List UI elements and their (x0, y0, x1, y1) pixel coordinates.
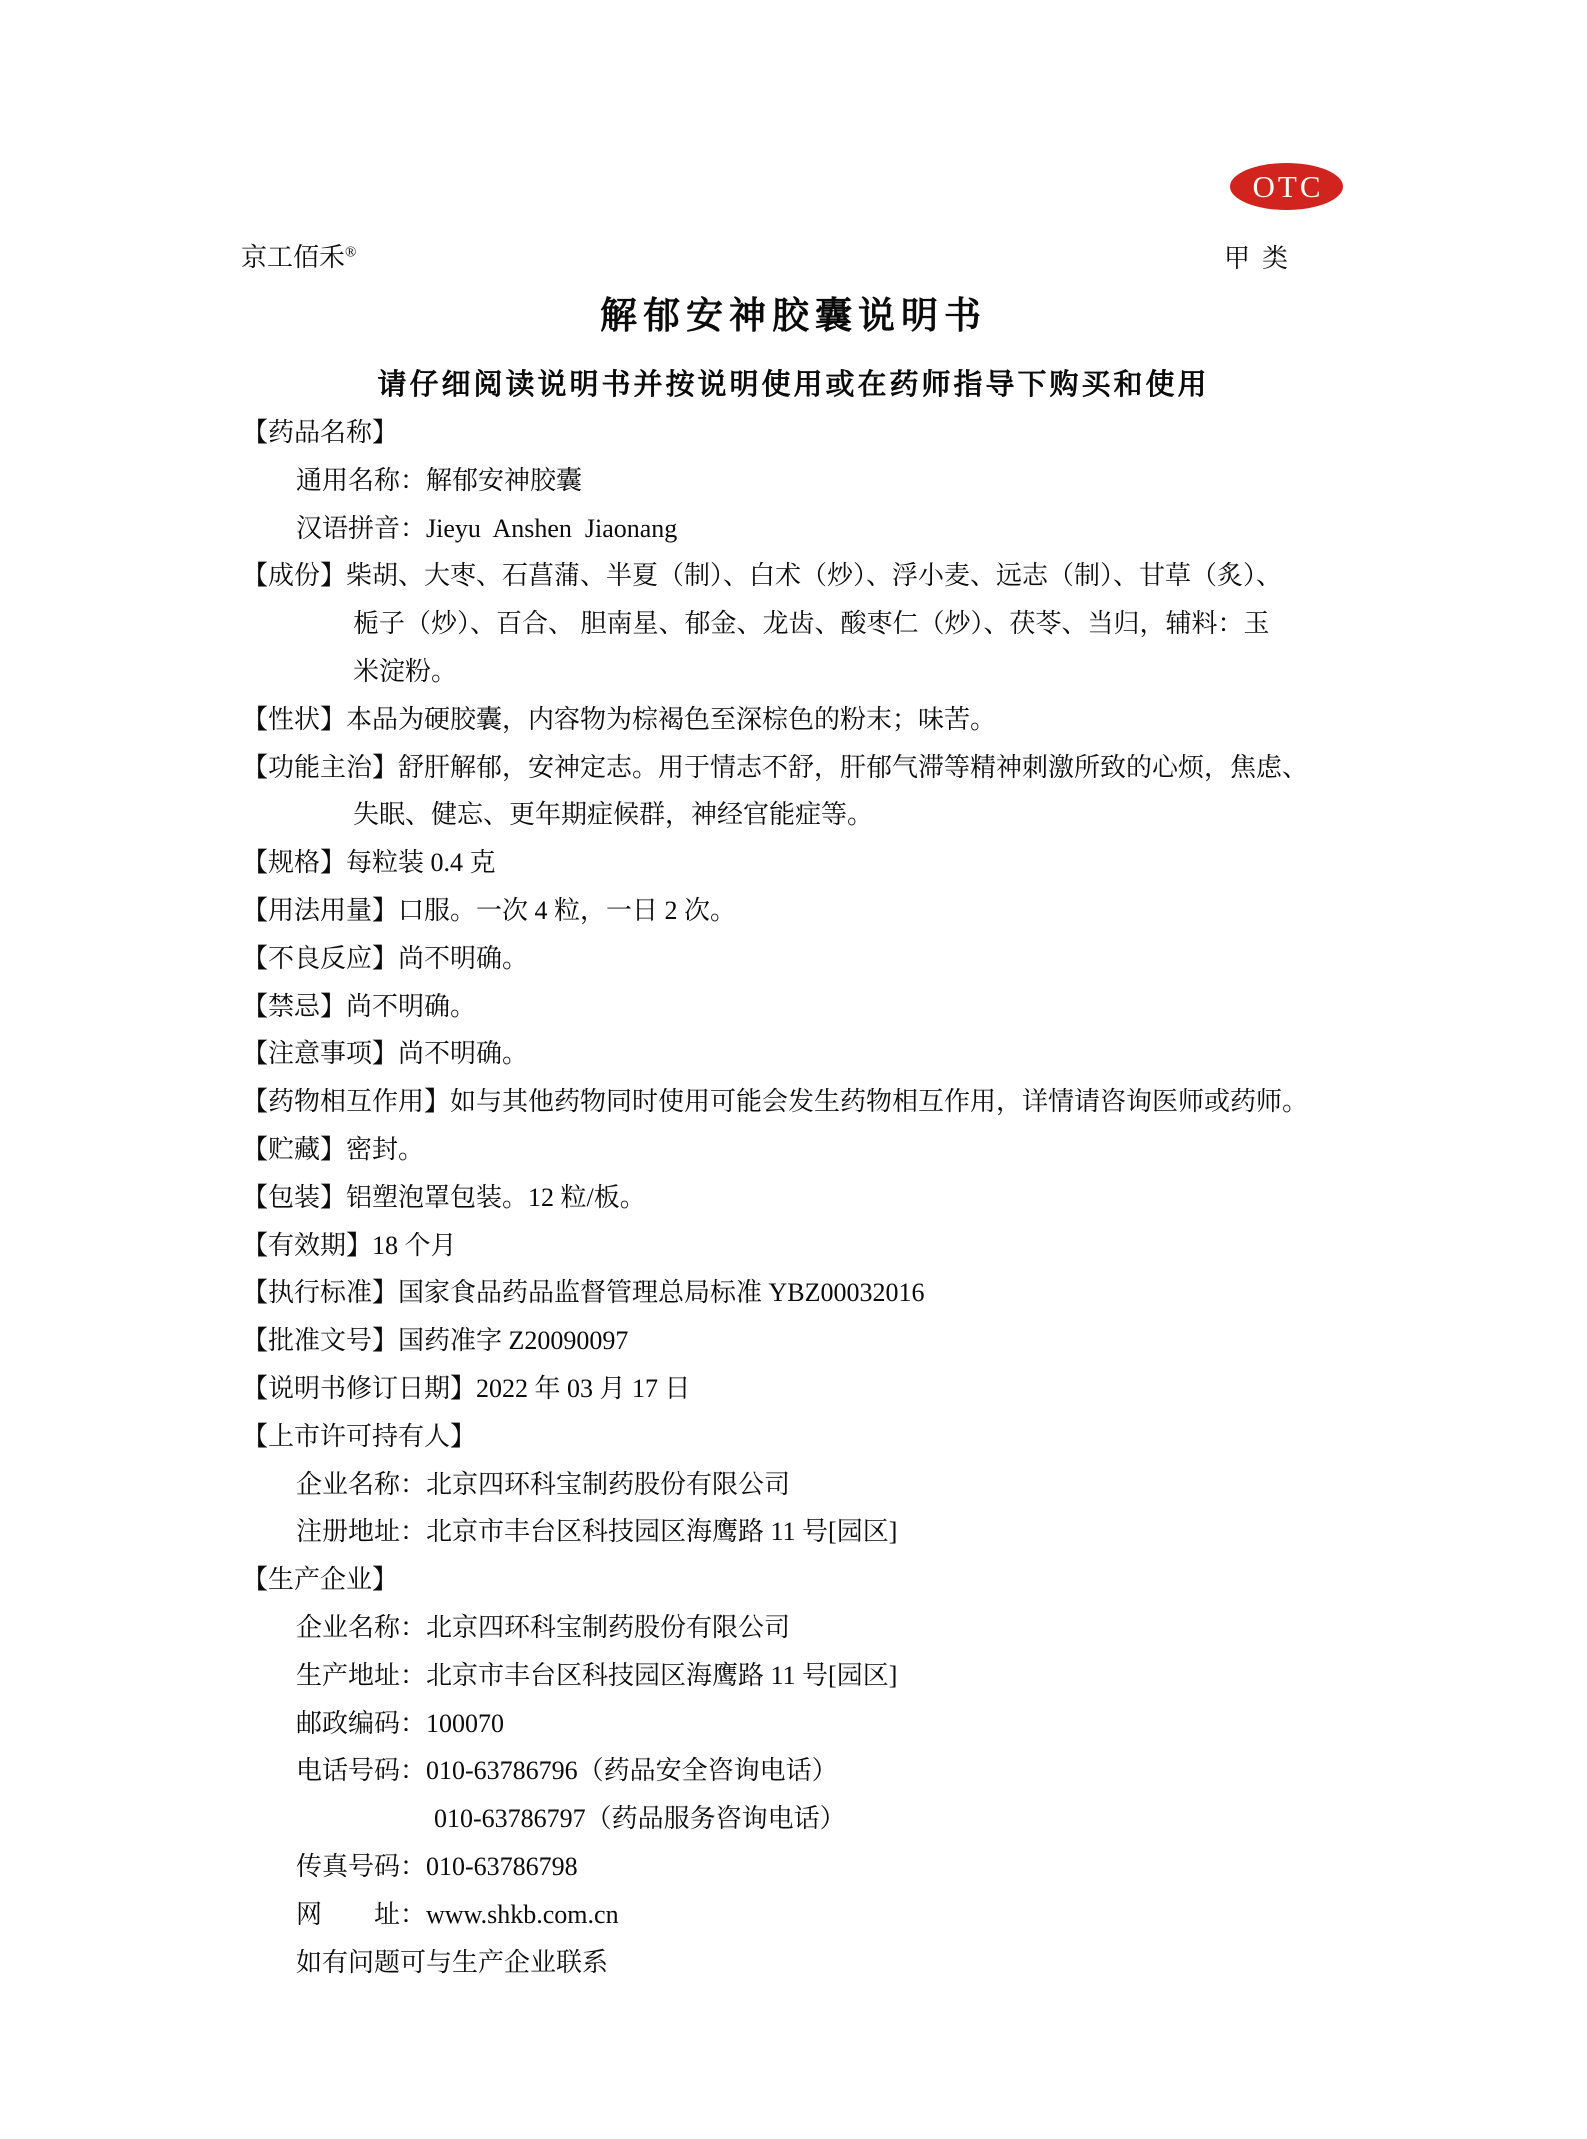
body-line: 注册地址：北京市丰台区科技园区海鹰路 11 号[园区] (296, 1517, 898, 1547)
body-line: 如有问题可与生产企业联系 (296, 1947, 609, 1977)
body-line: 栀子（炒）、百合、 胆南星、郁金、龙齿、酸枣仁（炒）、茯苓、当归，辅料：玉 (353, 609, 1270, 639)
body-line: 生产地址：北京市丰台区科技园区海鹰路 11 号[园区] (296, 1660, 898, 1690)
brand-text: 京工佰禾 (241, 243, 346, 272)
body-line: 【用法用量】口服。一次 4 粒，一日 2 次。 (242, 895, 737, 925)
body-line: 010-63786797（药品服务咨询电话） (434, 1804, 846, 1834)
body-line: 【药品名称】 (242, 418, 399, 447)
body-line: 米淀粉。 (353, 656, 458, 686)
body-line: 【上市许可持有人】 (242, 1421, 477, 1451)
otc-label: OTC (1252, 169, 1324, 204)
body-line: 【功能主治】舒肝解郁，安神定志。用于情志不舒，肝郁气滞等精神刺激所致的心烦，焦虑、 (242, 752, 1309, 782)
body-line: 【批准文号】国药准字 Z20090097 (242, 1326, 629, 1356)
body-line: 通用名称：解郁安神胶囊 (296, 465, 583, 495)
body-line: 传真号码：010-63786798 (296, 1851, 578, 1881)
body-text (242, 409, 1382, 1986)
body-line: 企业名称：北京四环科宝制药股份有限公司 (296, 1612, 791, 1642)
page-subtitle: 请仔细阅读说明书并按说明使用或在药师指导下购买和使用 (377, 369, 1210, 401)
page-title: 解郁安神胶囊说明书 (600, 296, 987, 337)
body-line: 【贮藏】密封。 (242, 1134, 425, 1164)
body-line: 【包装】铝塑泡罩包装。12 粒/板。 (242, 1182, 646, 1212)
body-line: 【不良反应】尚不明确。 (242, 943, 529, 973)
body-line: 【执行标准】国家食品药品监督管理总局标准 YBZ00032016 (242, 1278, 925, 1308)
otc-badge (1230, 163, 1343, 210)
body-line: 【有效期】18 个月 (242, 1230, 457, 1260)
body-line: 邮政编码：100070 (296, 1708, 505, 1738)
body-line: 企业名称：北京四环科宝制药股份有限公司 (296, 1469, 791, 1499)
body-line: 【成份】柴胡、大枣、石菖蒲、半夏（制）、白术（炒）、浮小麦、远志（制）、甘草（炙）、 (242, 561, 1283, 591)
body-line: 【注意事项】尚不明确。 (242, 1039, 529, 1069)
body-line: 网 址：www.shkb.com.cn (296, 1899, 619, 1929)
body-line: 【说明书修订日期】2022 年 03 月 17 日 (242, 1373, 691, 1403)
brand-mark (241, 243, 356, 273)
body-line: 电话号码：010-63786796（药品安全咨询电话） (296, 1756, 838, 1786)
body-line: 【性状】本品为硬胶囊，内容物为棕褐色至深棕色的粉末；味苦。 (242, 704, 997, 734)
body-line: 【生产企业】 (242, 1565, 399, 1595)
body-line: 【规格】每粒装 0.4 克 (242, 848, 496, 878)
body-line: 失眠、健忘、更年期症候群，神经官能症等。 (353, 800, 874, 830)
body-line: 汉语拼音：Jieyu Anshen Jiaonang (296, 513, 678, 543)
otc-category-label: 甲类 (1224, 244, 1301, 273)
body-line: 【禁忌】尚不明确。 (242, 991, 477, 1021)
body-line: 【药物相互作用】如与其他药物同时使用可能会发生药物相互作用，详情请咨询医师或药师。 (242, 1087, 1309, 1117)
registered-trademark-icon: ® (345, 244, 357, 261)
